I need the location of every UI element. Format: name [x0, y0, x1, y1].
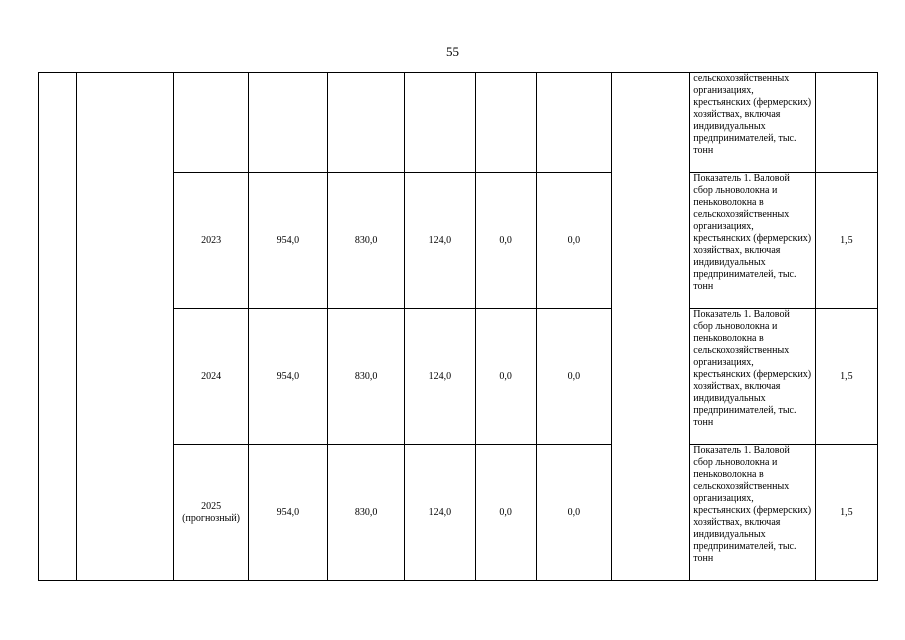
regional-budget-cell: 124,0 — [405, 309, 475, 445]
program-funding-table — [38, 72, 878, 581]
extrabudgetary-cell: 0,0 — [536, 309, 611, 445]
total-cell: 954,0 — [248, 173, 327, 309]
year-cell — [174, 445, 248, 581]
extrabudgetary-cell: 0,0 — [536, 173, 611, 309]
local-budget-cell: 0,0 — [475, 309, 536, 445]
indicator-cell: Показатель 1. Валовой сбор льноволокна и пеньковолокна в сельскохозяйственных организациях, крестьянских (фермерских) хозяйствах, включая индивидуальных предпринимателей, тыс. тонн — [690, 309, 815, 445]
indicator-value-cell: 1,5 — [815, 173, 877, 309]
federal-budget-cell: 830,0 — [328, 445, 405, 581]
indicator-cell: Показатель 1. Валовой сбор льноволокна и пеньковолокна в сельскохозяйственных организациях, крестьянских (фермерских) хозяйствах, включая индивидуальных предпринимателей, тыс. тонн — [690, 173, 815, 309]
year-label: 2025 — [201, 500, 222, 512]
regional-budget-cell — [405, 73, 475, 173]
indicator-value-cell: 1,5 — [815, 309, 877, 445]
program-number-cell — [39, 73, 77, 581]
executor-cell — [612, 73, 690, 581]
total-cell: 954,0 — [248, 445, 327, 581]
year-cell: 2024 — [174, 309, 248, 445]
table-row — [39, 73, 878, 173]
local-budget-cell: 0,0 — [475, 173, 536, 309]
total-cell: 954,0 — [248, 309, 327, 445]
extrabudgetary-cell: 0,0 — [536, 445, 611, 581]
local-budget-cell: 0,0 — [475, 445, 536, 581]
indicator-cell: сельскохозяйственных организациях, крестьянских (фермерских) хозяйствах, включая индивидуальных предпринимателей, тыс. тонн — [690, 73, 815, 173]
indicator-value-cell: 1,5 — [815, 445, 877, 581]
year-note: (прогнозный) — [182, 512, 241, 524]
indicator-value-cell — [815, 73, 877, 173]
federal-budget-cell — [328, 73, 405, 173]
regional-budget-cell: 124,0 — [405, 445, 475, 581]
regional-budget-cell: 124,0 — [405, 173, 475, 309]
local-budget-cell — [475, 73, 536, 173]
program-name-cell — [77, 73, 174, 581]
total-cell — [248, 73, 327, 173]
year-cell — [174, 73, 248, 173]
federal-budget-cell: 830,0 — [328, 173, 405, 309]
extrabudgetary-cell — [536, 73, 611, 173]
page-number: 55 — [446, 44, 459, 59]
indicator-cell: Показатель 1. Валовой сбор льноволокна и пеньковолокна в сельскохозяйственных организациях, крестьянских (фермерских) хозяйствах, включая индивидуальных предпринимателей, тыс. тонн — [690, 445, 815, 581]
federal-budget-cell: 830,0 — [328, 309, 405, 445]
year-cell: 2023 — [174, 173, 248, 309]
